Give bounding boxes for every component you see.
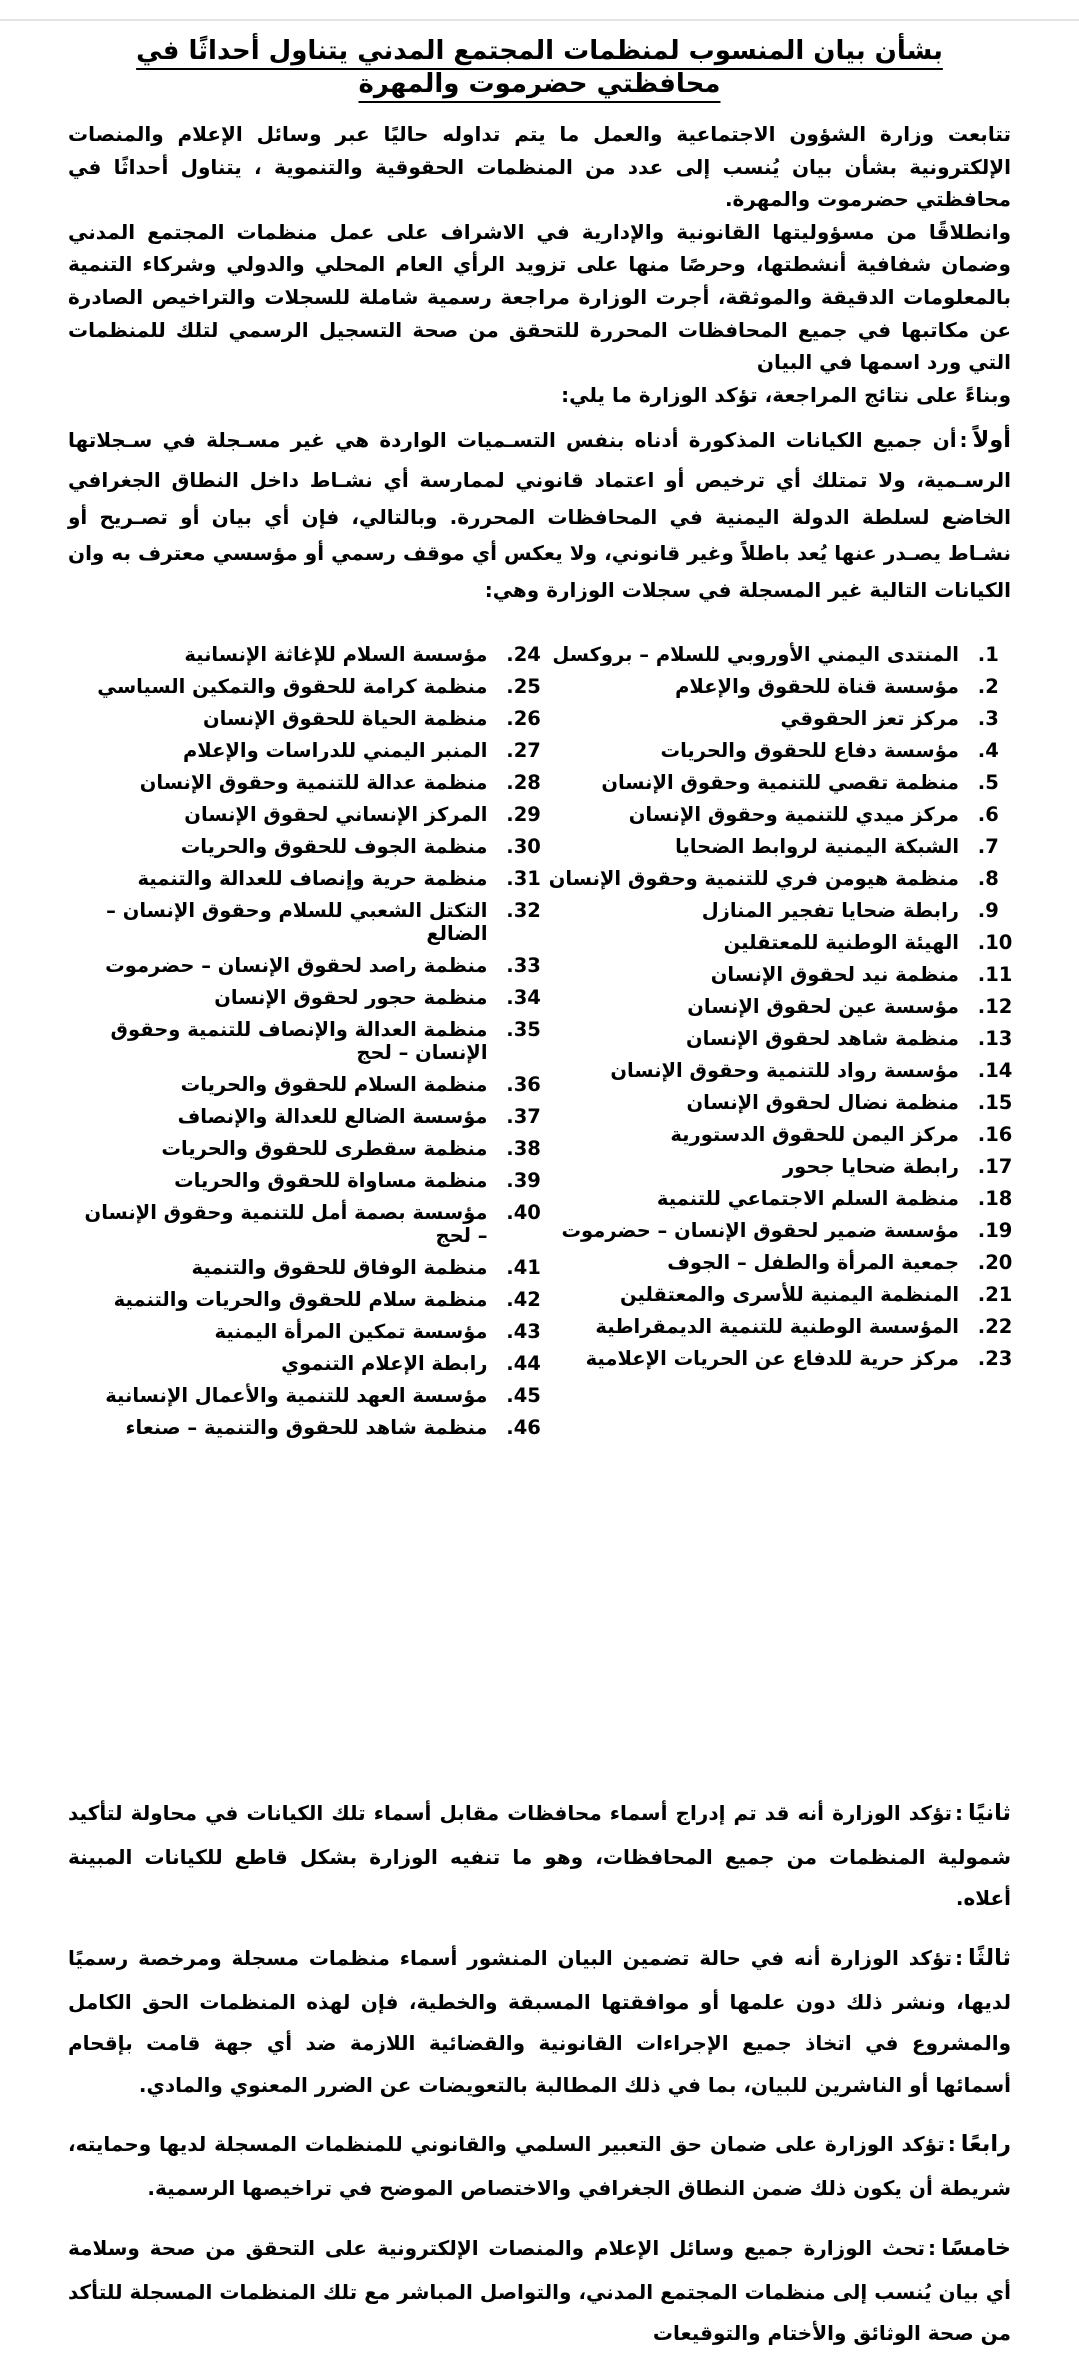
org-list-item: 11. منظمة نيد لحقوق الإنسان	[546, 963, 972, 986]
org-list-item: 18. منظمة السلم الاجتماعي للتنمية	[546, 1187, 972, 1210]
section-fifth-colon: :	[928, 2235, 937, 2260]
org-list-item: 45. مؤسسة العهد للتنمية والأعمال الإنسانية	[74, 1384, 500, 1407]
org-list-item: 29. المركز الإنساني لحقوق الإنسان	[74, 803, 500, 826]
org-list-item: 41. منظمة الوفاق للحقوق والتنمية	[74, 1256, 500, 1279]
org-list-item: 3. مركز تعز الحقوقي	[546, 707, 972, 730]
org-list-item: 17. رابطة ضحايا جحور	[546, 1155, 972, 1178]
org-list-item: 4. مؤسسة دفاع للحقوق والحريات	[546, 739, 972, 762]
org-list-item: 30. منظمة الجوف للحقوق والحريات	[74, 835, 500, 858]
org-list-item: 27. المنبر اليمني للدراسات والإعلام	[74, 739, 500, 762]
org-list-item: 37. مؤسسة الضالع للعدالة والإنصاف	[74, 1105, 500, 1128]
org-list-item: 42. منظمة سلام للحقوق والحريات والتنمية	[74, 1288, 500, 1311]
org-list-item: 38. منظمة سقطرى للحقوق والحريات	[74, 1137, 500, 1160]
section-fourth-colon: :	[947, 2132, 956, 2157]
org-list-item: 1. المنتدى اليمني الأوروبي للسلام – بروكسل	[546, 643, 972, 666]
section-fourth-text: تؤكد الوزارة على ضمان حق التعبير السلمي والقانوني للمنظمات المسجلة لديها وحمايته، شريطة أن يكون ذلك ضمن النطاق الجغرافي والاختصاص الموضح في تراخيصها الرسمية.	[68, 2132, 1011, 2201]
org-list-item: 5. منظمة تقصي للتنمية وحقوق الإنسان	[546, 771, 972, 794]
section-first	[68, 420, 1011, 609]
page-title: بشأن بيان المنسوب لمنظمات المجتمع المدني يتناول أحداثًا في محافظتي حضرموت والمهرة	[136, 36, 943, 99]
org-list-item: 33. منظمة راصد لحقوق الإنسان – حضرموت	[74, 954, 500, 977]
org-list-item: 34. منظمة حجور لحقوق الإنسان	[74, 986, 500, 1009]
section-fourth	[68, 2121, 1011, 2209]
section-third-label: ثالثًا	[968, 1944, 1011, 1971]
org-list-item: 21. المنظمة اليمنية للأسرى والمعتقلين	[546, 1283, 972, 1306]
section-second	[68, 1790, 1011, 1920]
document-page	[0, 21, 1079, 2355]
org-list-item: 10. الهيئة الوطنية للمعتقلين	[546, 931, 972, 954]
org-list-item: 23. مركز حرية للدفاع عن الحريات الإعلامية	[546, 1347, 972, 1370]
org-list-item: 32. التكتل الشعبي للسلام وحقوق الإنسان – الضالع	[74, 899, 500, 945]
organizations-list	[68, 643, 1011, 1448]
org-column-left-24-46	[68, 643, 540, 1448]
org-column-right-1-23	[540, 643, 1012, 1448]
org-list-item: 39. منظمة مساواة للحقوق والحريات	[74, 1169, 500, 1192]
intro-paragraph-2: وانطلاقًا من مسؤوليتها القانونية والإدارية في الاشراف على عمل منظمات المجتمع المدني وضمان شفافية أنشطتها، وحرصًا منها على تزويد الرأي العام المحلي والدولي وشركاء التنمية بالمعلومات الدقيقة والموثقة، أجرت الوزارة مراجعة رسمية شاملة للسجلات والتراخيص الصادرة عن مكاتبها في جميع المحافظات المحررة للتحقق من صحة التسجيل الرسمي لتلك للمنظمات التي ورد اسمها في البيان	[68, 219, 1011, 375]
org-list-item: 7. الشبكة اليمنية لروابط الضحايا	[546, 835, 972, 858]
section-second-text: تؤكد الوزارة أنه قد تم إدراج أسماء محافظات مقابل أسماء تلك الكيانات في محاولة لتأكيد شمولية المنظمات من جميع المحافظات، وهو ما تنفيه الوزارة بشكل قاطع للكيانات المبينة أعلاه.	[68, 1800, 1011, 1911]
org-list-item: 44. رابطة الإعلام التنموي	[74, 1352, 500, 1375]
org-list-item: 12. مؤسسة عين لحقوق الإنسان	[546, 995, 972, 1018]
intro-paragraph-1: تتابعت وزارة الشؤون الاجتماعية والعمل ما يتم تداوله حاليًا عبر وسائل الإعلام والمنصات الإلكترونية بشأن بيان يُنسب إلى عدد من المنظمات الحقوقية والتنموية ، يتناول أحداثًا في محافظتي حضرموت والمهرة.	[68, 122, 1011, 212]
org-list-item: 25. منظمة كرامة للحقوق والتمكين السياسي	[74, 675, 500, 698]
section-third-text: تؤكد الوزارة أنه في حالة تضمين البيان المنشور أسماء منظمات مسجلة ومرخصة رسميًا لديها، ونشر ذلك دون علمها أو موافقتها المسبقة والخطية، فإن لهذه المنظمات الحق الكامل والمشروع في اتخاذ جميع الإجراءات القانونية والقضائية اللازمة ضد أي جهة قامت بإقحام أسمائها أو الناشرين للبيان، بما في ذلك المطالبة بالتعويضات عن الضرر المعنوي والمادي.	[68, 1945, 1011, 2097]
section-first-text: أن جميع الكيانات المذكورة أدناه بنفس التسـميات الواردة هي غير مسـجلة في سـجلاتها الرسـمية، ولا تمتلك أي ترخيص أو اعتماد قانوني لممارسة أي نشـاط داخل النطاق الجغرافي الخاضع لسلطة الدولة اليمنية في المحافظات المحررة. وبالتالي، فإن أي بيان أو تصـريح أو نشـاط يصـدر عنها يُعد باطلاً وغير قانوني، ولا يعكس أي موقف رسمي أو مؤسسي معترف به وان الكيانات التالية غير المسجلة في سجلات الوزارة وهي:	[68, 428, 1011, 603]
review-results-lead: وبناءً على نتائج المراجعة، تؤكد الوزارة ما يلي:	[561, 382, 1011, 407]
org-list-item: 31. منظمة حرية وإنصاف للعدالة والتنمية	[74, 867, 500, 890]
org-list-item: 6. مركز ميدي للتنمية وحقوق الإنسان	[546, 803, 972, 826]
org-list-item: 24. مؤسسة السلام للإغاثة الإنسانية	[74, 643, 500, 666]
section-first-label: أولاً	[972, 427, 1011, 454]
org-list-item: 9. رابطة ضحايا تفجير المنازل	[546, 899, 972, 922]
org-list-item: 26. منظمة الحياة للحقوق الإنسان	[74, 707, 500, 730]
section-second-colon: :	[955, 1800, 964, 1825]
org-list-item: 43. مؤسسة تمكين المرأة اليمنية	[74, 1320, 500, 1343]
org-list-item: 46. منظمة شاهد للحقوق والتنمية – صنعاء	[74, 1416, 500, 1439]
org-list-item: 2. مؤسسة قناة للحقوق والإعلام	[546, 675, 972, 698]
org-list-item: 16. مركز اليمن للحقوق الدستورية	[546, 1123, 972, 1146]
org-list-item: 40. مؤسسة بصمة أمل للتنمية وحقوق الإنسان – لحج	[74, 1201, 500, 1247]
section-third	[68, 1935, 1011, 2107]
org-list-item: 19. مؤسسة ضمير لحقوق الإنسان – حضرموت	[546, 1219, 972, 1242]
section-fifth-text: تحث الوزارة جميع وسائل الإعلام والمنصات الإلكترونية على التحقق من صحة وسلامة أي بيان يُنسب إلى منظمات المجتمع المدني، والتواصل المباشر مع تلك المنظمات المسجلة للتأكد من صحة الوثائق والأختام والتوقيعات	[68, 2235, 1011, 2346]
org-list-item: 13. منظمة شاهد لحقوق الإنسان	[546, 1027, 972, 1050]
page-break-blank-gap	[68, 1448, 1011, 1790]
section-second-label: ثانيًا	[968, 1799, 1011, 1826]
section-fifth-label: خامسًا	[941, 2234, 1011, 2261]
section-third-colon: :	[955, 1945, 964, 1970]
org-list-item: 22. المؤسسة الوطنية للتنمية الديمقراطية	[546, 1315, 972, 1338]
org-list-item: 14. مؤسسة رواد للتنمية وحقوق الإنسان	[546, 1059, 972, 1082]
org-list-item: 35. منظمة العدالة والإنصاف للتنمية وحقوق الإنسان – لحج	[74, 1018, 500, 1064]
org-list-item: 20. جمعية المرأة والطفل – الجوف	[546, 1251, 972, 1274]
section-fourth-label: رابعًا	[960, 2131, 1011, 2158]
section-first-colon: :	[959, 428, 968, 453]
org-list-item: 28. منظمة عدالة للتنمية وحقوق الإنسان	[74, 771, 500, 794]
org-list-item: 36. منظمة السلام للحقوق والحريات	[74, 1073, 500, 1096]
org-list-item: 8. منظمة هيومن فري للتنمية وحقوق الإنسان	[546, 867, 972, 890]
org-list-item: 15. منظمة نضال لحقوق الإنسان	[546, 1091, 972, 1114]
section-fifth	[68, 2225, 1011, 2355]
